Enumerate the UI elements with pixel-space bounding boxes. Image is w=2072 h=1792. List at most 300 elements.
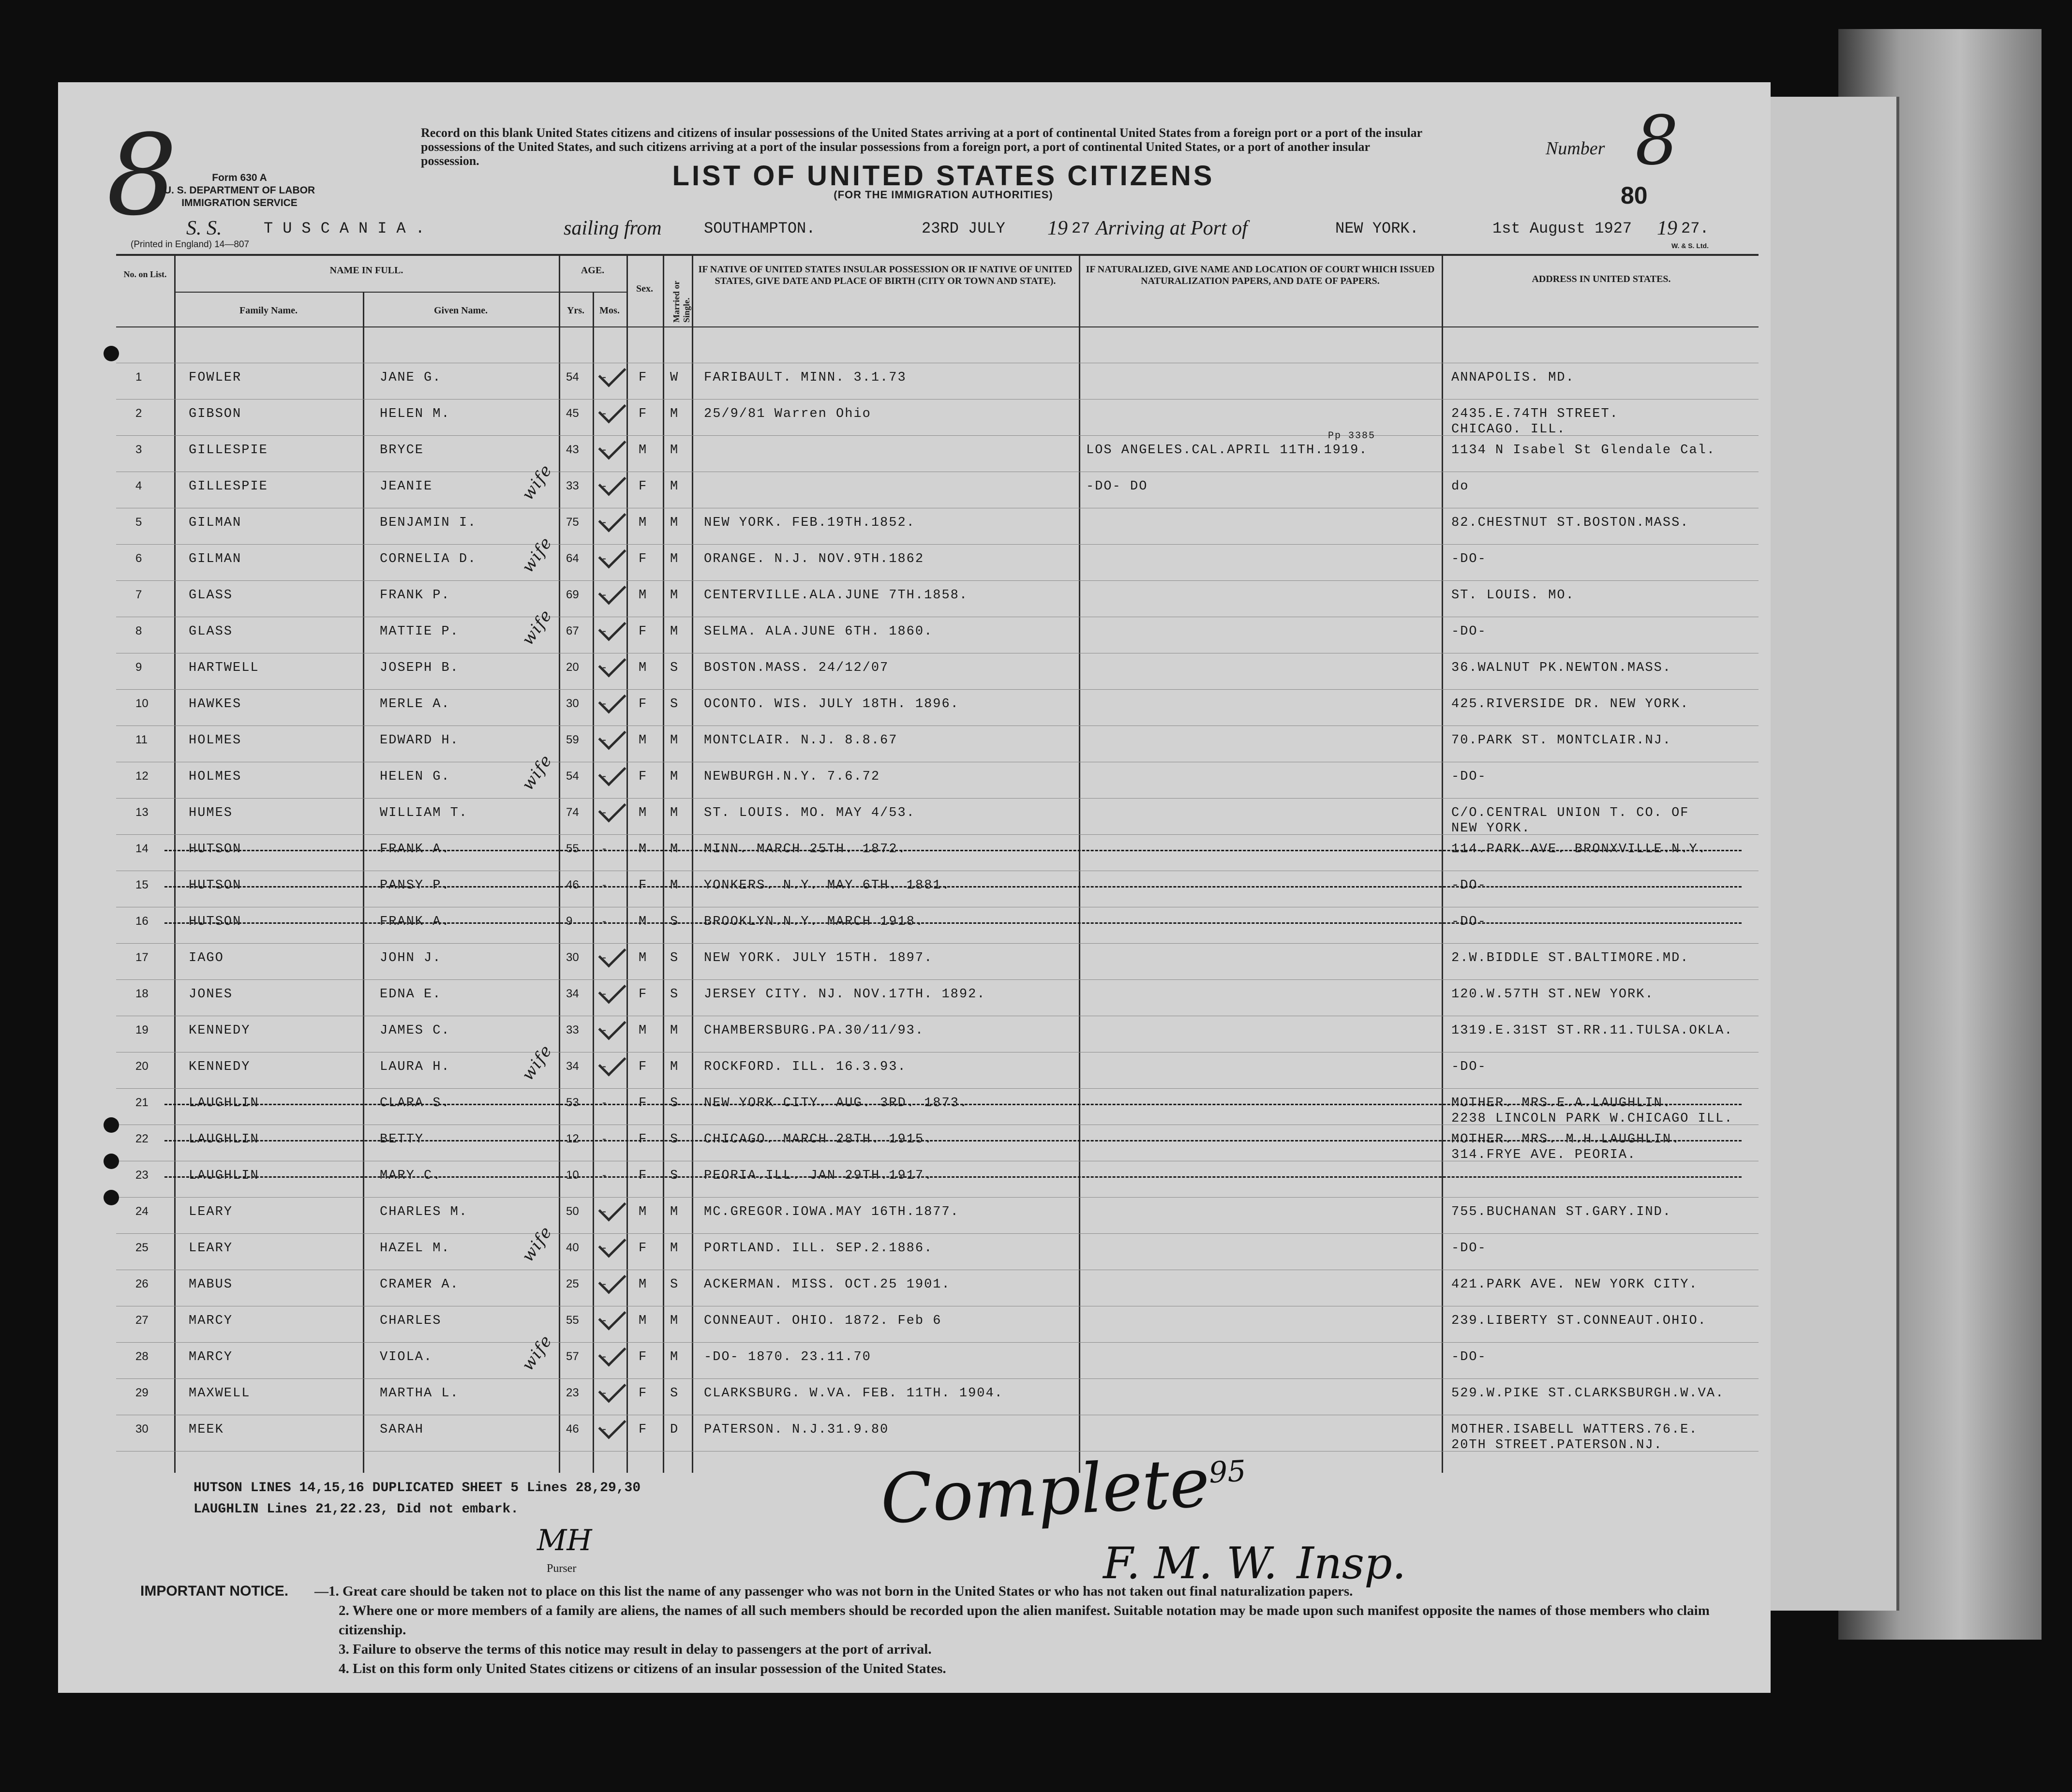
table-row xyxy=(116,839,1759,875)
year-prefix-2: 19 xyxy=(1657,217,1677,239)
row-number: 28 xyxy=(135,1350,149,1363)
table-row xyxy=(116,1129,1759,1165)
row-number: 25 xyxy=(135,1241,149,1254)
marital-status: M xyxy=(670,479,679,494)
age-years: 45 xyxy=(566,407,579,420)
given-name: BRYCE xyxy=(380,443,424,458)
strikethrough-line xyxy=(164,922,1742,924)
address: -DO- xyxy=(1451,915,1487,929)
sex: M xyxy=(639,1205,648,1219)
age-years: 40 xyxy=(566,1241,579,1254)
row-number: 9 xyxy=(135,661,142,674)
sex: M xyxy=(639,516,648,530)
address: -DO- xyxy=(1451,770,1487,784)
col-address: ADDRESS IN UNITED STATES. xyxy=(1532,274,1671,284)
age-months: - xyxy=(602,733,606,746)
birthplace: 25/9/81 Warren Ohio xyxy=(704,407,871,421)
given-name: FRANK A. xyxy=(380,915,450,929)
footnote-hutson: HUTSON LINES 14,15,16 DUPLICATED SHEET 5 Lines 28,29,30 xyxy=(194,1481,641,1496)
age-months: - xyxy=(602,1386,606,1399)
age-years: 12 xyxy=(566,1132,579,1145)
row-number: 21 xyxy=(135,1096,149,1109)
row-number: 3 xyxy=(135,443,142,456)
number-label: Number xyxy=(1546,138,1605,159)
age-years: 23 xyxy=(566,1386,579,1399)
row-number: 18 xyxy=(135,987,149,1000)
row-number: 19 xyxy=(135,1023,149,1037)
marital-status: M xyxy=(670,516,679,530)
birthplace: -DO- 1870. 23.11.70 xyxy=(704,1350,871,1364)
given-name: JAMES C. xyxy=(380,1023,450,1038)
family-name: KENNEDY xyxy=(189,1060,251,1074)
table-row xyxy=(116,430,1759,476)
given-name: HELEN M. xyxy=(380,407,450,421)
given-name: PANSY P. xyxy=(380,878,450,893)
address: 2.W.BIDDLE ST.BALTIMORE.MD. xyxy=(1451,951,1689,965)
number-value: 8 xyxy=(1635,102,1679,180)
col-sex: Sex. xyxy=(636,283,653,294)
sex: F xyxy=(639,878,648,893)
preamble: Record on this blank United States citizens and citizens of insular possessions of the United States arriving at a port of continental United States from a foreign port or a port of the insular possessions of the United States, and such citizens arriving at a port of the insular possessions from a foreign port, a port of continental United States, or a port of another insular possession. xyxy=(421,126,1422,168)
ss-label: S. S. xyxy=(186,217,222,239)
age-months: - xyxy=(602,661,606,674)
given-name: JOSEPH B. xyxy=(380,661,459,675)
row-number: 15 xyxy=(135,878,149,891)
marital-status: D xyxy=(670,1422,679,1437)
table-row xyxy=(116,1311,1759,1347)
printer-mark: W. & S. Ltd. xyxy=(1671,242,1709,250)
age-months: - xyxy=(602,770,606,783)
age-years: 53 xyxy=(566,1096,579,1109)
address-line-2: 20TH STREET.PATERSON.NJ. xyxy=(1451,1438,1663,1452)
sex: M xyxy=(639,733,648,748)
notice-title: IMPORTANT NOTICE. xyxy=(140,1583,289,1599)
age-years: 67 xyxy=(566,624,579,637)
birthplace: CONNEAUT. OHIO. 1872. Feb 6 xyxy=(704,1314,942,1328)
address: 70.PARK ST. MONTCLAIR.NJ. xyxy=(1451,733,1672,748)
sex: F xyxy=(639,697,648,711)
table-row xyxy=(116,1202,1759,1238)
arrival-date: 1st August 1927 xyxy=(1492,220,1632,237)
address: 114.PARK AVE. BRONXVILLE.N.Y. xyxy=(1451,842,1707,857)
age-years: 30 xyxy=(566,697,579,710)
address: 1134 N Isabel St Glendale Cal. xyxy=(1451,443,1716,458)
age-years: 34 xyxy=(566,987,579,1000)
age-months: - xyxy=(602,588,606,601)
age-years: 50 xyxy=(566,1205,579,1218)
age-months: - xyxy=(602,1350,606,1363)
strikethrough-line xyxy=(164,1140,1742,1141)
table-row xyxy=(116,1222,1759,1274)
voyage-line xyxy=(186,213,1710,247)
table-row xyxy=(116,1021,1759,1056)
page-number: 80 xyxy=(1621,182,1648,209)
birthplace: NEW YORK CITY. AUG. 3RD. 1873. xyxy=(704,1096,969,1111)
given-name: SARAH xyxy=(380,1422,424,1437)
family-name: GIBSON xyxy=(189,407,242,421)
address: MOTHER. MRS.E.A.LAUGHLIN. xyxy=(1451,1096,1672,1111)
birthplace: NEW YORK. JULY 15TH. 1897. xyxy=(704,951,933,965)
table-row xyxy=(116,513,1759,548)
col-family-name: Family Name. xyxy=(239,305,298,316)
address-line-2: 2238 LINCOLN PARK W.CHICAGO ILL. xyxy=(1451,1111,1733,1126)
birthplace: PEORIA.ILL. JAN 29TH.1917. xyxy=(704,1169,933,1183)
age-years: 55 xyxy=(566,842,579,855)
table-row xyxy=(116,658,1759,694)
given-name: CHARLES M. xyxy=(380,1205,468,1219)
birthplace: JERSEY CITY. NJ. NOV.17TH. 1892. xyxy=(704,987,986,1002)
marital-status: M xyxy=(670,770,679,784)
year-suffix-2: 27. xyxy=(1681,220,1709,237)
marital-status: M xyxy=(670,1060,679,1074)
sailing-from: SOUTHAMPTON. xyxy=(704,220,816,237)
given-name: CORNELIA D. xyxy=(380,552,477,566)
address: 239.LIBERTY ST.CONNEAUT.OHIO. xyxy=(1451,1314,1707,1328)
age-months: - xyxy=(602,1205,606,1218)
row-number: 7 xyxy=(135,588,142,601)
age-months: - xyxy=(602,1169,606,1182)
handwritten-note: wife xyxy=(518,751,556,794)
inspector-initials: F. M. W. Insp. xyxy=(1103,1538,1406,1589)
birthplace: ROCKFORD. ILL. 16.3.93. xyxy=(704,1060,907,1074)
age-years: 55 xyxy=(566,1314,579,1327)
address-line-2: CHICAGO. ILL. xyxy=(1451,422,1566,437)
passenger-table xyxy=(116,254,1759,1473)
table-row xyxy=(116,730,1759,766)
marital-status: S xyxy=(670,1132,679,1147)
age-months: - xyxy=(602,1241,606,1254)
birthplace: PATERSON. N.J.31.9.80 xyxy=(704,1422,889,1437)
handwritten-note: wife xyxy=(518,1331,556,1375)
arriving-label: Arriving at Port of xyxy=(1096,217,1248,239)
age-months: - xyxy=(602,1096,606,1109)
birthplace: BOSTON.MASS. 24/12/07 xyxy=(704,661,889,675)
sex: F xyxy=(639,479,648,494)
sex: F xyxy=(639,1422,648,1437)
row-number: 22 xyxy=(135,1132,149,1145)
sex: F xyxy=(639,1132,648,1147)
handwritten-note: wife xyxy=(518,606,556,649)
table-row xyxy=(116,606,1759,657)
row-number: 11 xyxy=(135,733,148,746)
given-name: BENJAMIN I. xyxy=(380,516,477,530)
table-row xyxy=(116,803,1759,839)
family-name: MAXWELL xyxy=(189,1386,251,1401)
age-years: 75 xyxy=(566,516,579,529)
handwritten-note: wife xyxy=(518,1222,556,1266)
given-name: EDNA E. xyxy=(380,987,442,1002)
marital-status: S xyxy=(670,951,679,965)
address: 120.W.57TH ST.NEW YORK. xyxy=(1451,987,1654,1002)
table-row xyxy=(116,1383,1759,1419)
marital-status: M xyxy=(670,588,679,603)
address: 529.W.PIKE ST.CLARKSBURGH.W.VA. xyxy=(1451,1386,1725,1401)
table-row xyxy=(116,585,1759,621)
family-name: MARCY xyxy=(189,1314,233,1328)
row-number: 8 xyxy=(135,624,142,637)
service: IMMIGRATION SERVICE xyxy=(181,197,298,208)
family-name: IAGO xyxy=(189,951,224,965)
col-name-in-full: NAME IN FULL. xyxy=(329,265,403,276)
age-years: 25 xyxy=(566,1277,579,1290)
birthplace: ST. LOUIS. MO. MAY 4/53. xyxy=(704,806,915,820)
address: -DO- xyxy=(1451,1350,1487,1364)
marital-status: S xyxy=(670,1169,679,1183)
handwritten-complete: Complete$^{95}$ xyxy=(879,1443,1247,1540)
birthplace: YONKERS. N.Y. MAY 6TH. 1881. xyxy=(704,878,951,893)
footnotes xyxy=(194,1478,641,1520)
handwritten-note: wife xyxy=(518,533,556,577)
marital-status: M xyxy=(670,443,679,458)
age-months: - xyxy=(602,1277,606,1290)
address: 425.RIVERSIDE DR. NEW YORK. xyxy=(1451,697,1689,711)
row-number: 2 xyxy=(135,407,142,420)
purser-signature: MH xyxy=(537,1524,592,1557)
given-name: VIOLA. xyxy=(380,1350,433,1364)
age-years: 33 xyxy=(566,1023,579,1037)
marital-status: S xyxy=(670,1096,679,1111)
age-years: 33 xyxy=(566,479,579,492)
col-married: Married or Single. xyxy=(671,281,691,323)
table-row xyxy=(116,984,1759,1020)
age-months: - xyxy=(602,370,606,384)
birthplace: PORTLAND. ILL. SEP.2.1886. xyxy=(704,1241,933,1256)
sex: M xyxy=(639,806,648,820)
age-months: - xyxy=(602,915,606,928)
age-years: 69 xyxy=(566,588,579,601)
age-years: 57 xyxy=(566,1350,579,1363)
family-name: GILMAN xyxy=(189,516,242,530)
given-name: JEANIE xyxy=(380,479,433,494)
sex: F xyxy=(639,552,648,566)
family-name: HAWKES xyxy=(189,697,242,711)
sex: F xyxy=(639,1060,648,1074)
family-name: MEEK xyxy=(189,1422,224,1437)
table-row xyxy=(116,751,1759,802)
family-name: GLASS xyxy=(189,588,233,603)
ship-name: TUSCANIA. xyxy=(264,220,434,237)
col-age: AGE. xyxy=(581,265,605,276)
marital-status: S xyxy=(670,987,679,1002)
family-name: FOWLER xyxy=(189,370,242,385)
col-birthplace: IF NATIVE OF UNITED STATES INSULAR POSSESSION OR IF NATIVE OF UNITED STATES, GIVE DATE AND PLACE OF BIRTH (CITY OR TOWN AND STATE). xyxy=(698,264,1073,286)
birthplace: CLARKSBURG. W.VA. FEB. 11TH. 1904. xyxy=(704,1386,1003,1401)
underlying-page-edge xyxy=(1761,97,1899,1611)
address: 2435.E.74TH STREET. xyxy=(1451,407,1619,421)
row-number: 6 xyxy=(135,552,142,565)
family-name: GLASS xyxy=(189,624,233,639)
year-suffix-1: 27 xyxy=(1072,220,1090,237)
sex: F xyxy=(639,407,648,421)
given-name: CLARA S. xyxy=(380,1096,450,1111)
sex: F xyxy=(639,1350,648,1364)
strikethrough-line xyxy=(164,1176,1742,1178)
marital-status: M xyxy=(670,1350,679,1364)
age-years: 54 xyxy=(566,370,579,384)
sex: M xyxy=(639,1277,648,1292)
marital-status: W xyxy=(670,370,679,385)
marital-status: M xyxy=(670,1205,679,1219)
row-number: 4 xyxy=(135,479,142,492)
birthplace: FARIBAULT. MINN. 3.1.73 xyxy=(704,370,907,385)
marital-status: M xyxy=(670,1314,679,1328)
given-name: JOHN J. xyxy=(380,951,442,965)
marital-status: S xyxy=(670,915,679,929)
sailing-date: 23RD JULY xyxy=(922,220,1005,237)
given-name: MERLE A. xyxy=(380,697,450,711)
birthplace: BROOKLYN.N.Y. MARCH 1918. xyxy=(704,915,924,929)
age-months: - xyxy=(602,1060,606,1073)
row-number: 27 xyxy=(135,1314,149,1327)
address-line-2: 314.FRYE AVE. PEORIA. xyxy=(1451,1148,1637,1162)
given-name: MARTHA L. xyxy=(380,1386,459,1401)
age-months: - xyxy=(602,842,606,855)
notice-item-4: 4. List on this form only United States citizens or citizens of an insular possession of the United States. xyxy=(339,1661,946,1676)
age-months: - xyxy=(602,878,606,891)
sex: F xyxy=(639,770,648,784)
sex: M xyxy=(639,443,648,458)
year-prefix-1: 19 xyxy=(1047,217,1068,239)
row-number: 23 xyxy=(135,1169,149,1182)
age-years: 10 xyxy=(566,1169,579,1182)
age-years: 43 xyxy=(566,443,579,456)
age-months: - xyxy=(602,1422,606,1436)
sex: M xyxy=(639,588,648,603)
address: ANNAPOLIS. MD. xyxy=(1451,370,1575,385)
age-years: 74 xyxy=(566,806,579,819)
table-row xyxy=(116,1420,1759,1455)
row-number: 13 xyxy=(135,806,149,819)
family-name: HUTSON xyxy=(189,842,242,857)
address: do xyxy=(1451,479,1469,494)
marital-status: S xyxy=(670,697,679,711)
family-name: GILLESPIE xyxy=(189,479,268,494)
age-years: 46 xyxy=(566,1422,579,1436)
marital-status: S xyxy=(670,661,679,675)
sex: M xyxy=(639,1314,648,1328)
sex: F xyxy=(639,1096,648,1111)
address: -DO- xyxy=(1451,1060,1487,1074)
marital-status: M xyxy=(670,1241,679,1256)
address: 421.PARK AVE. NEW YORK CITY. xyxy=(1451,1277,1698,1292)
age-months: - xyxy=(602,479,606,492)
address: MOTHER.ISABELL WATTERS.76.E. xyxy=(1451,1422,1698,1437)
col-naturalized: IF NATURALIZED, GIVE NAME AND LOCATION OF COURT WHICH ISSUED NATURALIZATION PAPERS, AND DATE OF PAPERS. xyxy=(1086,264,1435,286)
given-name: CRAMER A. xyxy=(380,1277,459,1292)
address: MOTHER. MRS. M.H.LAUGHLIN. xyxy=(1451,1132,1681,1147)
age-months: - xyxy=(602,552,606,565)
table-row xyxy=(116,460,1759,512)
age-months: - xyxy=(602,987,606,1000)
row-number: 26 xyxy=(135,1277,149,1290)
table-row xyxy=(116,1041,1759,1093)
given-name: BETTY xyxy=(380,1132,424,1147)
marital-status: M xyxy=(670,624,679,639)
marital-status: M xyxy=(670,806,679,820)
age-years: 46 xyxy=(566,878,579,891)
family-name: HOLMES xyxy=(189,770,242,784)
given-name: HELEN G. xyxy=(380,770,450,784)
marital-status: M xyxy=(670,407,679,421)
sex: M xyxy=(639,661,648,675)
age-years: 9 xyxy=(566,915,573,928)
given-name: MARY C. xyxy=(380,1169,442,1183)
sex: F xyxy=(639,987,648,1002)
notice-item-1: —1. Great care should be taken not to place on this list the name of any passenger who was not born in the United States or who has not taken out final naturalization papers. xyxy=(314,1584,1353,1599)
age-months: - xyxy=(602,951,606,964)
address: 755.BUCHANAN ST.GARY.IND. xyxy=(1451,1205,1672,1219)
age-years: 59 xyxy=(566,733,579,746)
table-row xyxy=(116,368,1759,403)
birthplace: MONTCLAIR. N.J. 8.8.67 xyxy=(704,733,898,748)
col-given-name: Given Name. xyxy=(433,305,488,316)
page-title: LIST OF UNITED STATES CITIZENS xyxy=(672,160,1215,192)
important-notice xyxy=(140,1582,1737,1678)
given-name: WILLIAM T. xyxy=(380,806,468,820)
marital-status: M xyxy=(670,733,679,748)
family-name: MABUS xyxy=(189,1277,233,1292)
given-name: CHARLES xyxy=(380,1314,442,1328)
printed-in: (Printed in England) 14—807 xyxy=(131,239,250,250)
table-row xyxy=(116,948,1759,984)
row-number: 1 xyxy=(135,370,142,384)
table-row xyxy=(116,1166,1759,1201)
age-months: - xyxy=(602,806,606,819)
marital-status: M xyxy=(670,842,679,857)
family-name: KENNEDY xyxy=(189,1023,251,1038)
row-number: 10 xyxy=(135,697,149,710)
row-number: 29 xyxy=(135,1386,149,1399)
strikethrough-line xyxy=(164,1104,1742,1105)
row-number: 24 xyxy=(135,1205,149,1218)
birthplace: ORANGE. N.J. NOV.9TH.1862 xyxy=(704,552,924,566)
age-months: - xyxy=(602,407,606,420)
age-months: - xyxy=(602,697,606,710)
strikethrough-line xyxy=(164,850,1742,851)
table-row xyxy=(116,1274,1759,1310)
marital-status: M xyxy=(670,1023,679,1038)
address: 82.CHESTNUT ST.BOSTON.MASS. xyxy=(1451,516,1689,530)
arrival-port: NEW YORK. xyxy=(1335,220,1419,237)
form-number: Form 630 A xyxy=(212,172,267,183)
given-name: MATTIE P. xyxy=(380,624,459,639)
naturalization-note: Pp 3385 xyxy=(1328,430,1376,442)
given-name: JANE G. xyxy=(380,370,442,385)
age-months: - xyxy=(602,624,606,637)
row-number: 14 xyxy=(135,842,149,855)
age-months: - xyxy=(602,443,606,456)
marital-status: M xyxy=(670,552,679,566)
family-name: LEARY xyxy=(189,1205,233,1219)
given-name: EDWARD H. xyxy=(380,733,459,748)
naturalization: LOS ANGELES.CAL.APRIL 11TH.1919. xyxy=(1086,443,1368,458)
notice-item-3: 3. Failure to observe the terms of this notice may result in delay to passengers at the port of arrival. xyxy=(339,1642,932,1657)
birthplace: MC.GREGOR.IOWA.MAY 16TH.1877. xyxy=(704,1205,959,1219)
given-name: HAZEL M. xyxy=(380,1241,450,1256)
sex: F xyxy=(639,370,648,385)
marital-status: M xyxy=(670,878,679,893)
row-number: 5 xyxy=(135,516,142,529)
family-name: HUMES xyxy=(189,806,233,820)
row-number: 30 xyxy=(135,1422,149,1436)
birthplace: CHICAGO. MARCH 28TH. 1915. xyxy=(704,1132,933,1147)
strikethrough-line xyxy=(164,886,1742,888)
address: -DO- xyxy=(1451,878,1487,893)
address: -DO- xyxy=(1451,552,1487,566)
sex: F xyxy=(639,1241,648,1256)
col-yrs: Yrs. xyxy=(566,305,585,316)
table-row xyxy=(116,533,1759,585)
